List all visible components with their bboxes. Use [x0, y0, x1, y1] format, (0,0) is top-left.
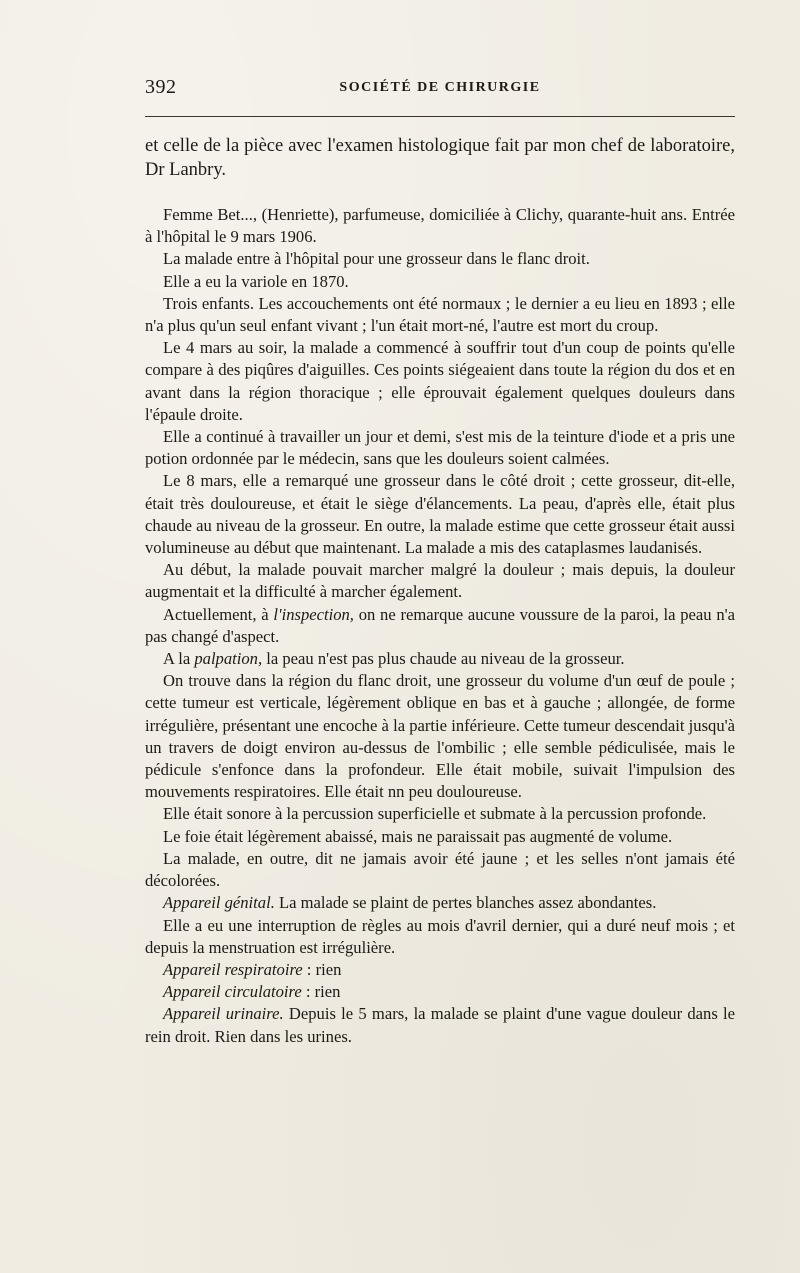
text-run: la peau n'est pas plus chaude au niveau de la grosseur. [262, 649, 625, 669]
page-number: 392 [145, 76, 177, 98]
italic-term: palpation, [194, 649, 263, 669]
paragraph: On trouve dans la région du flanc droit, une grosseur du volume d'un œuf de poule ; cette tumeur est verticale, légèrement oblique en bas et à gauche ; allongée, de forme irrégulière, présentant une encoche à la partie inférieure. Cette tumeur descendait jusqu'à un travers de doigt environ au-dessus de l'ombilic ; elle semble pédiculisée, mais le pédicule s'enfonce dans la profondeur. Elle était mobile, suivait l'impulsion des mouvements respiratoires. Elle était nn peu douloureuse. [145, 671, 735, 802]
text-run: La malade se plaint de pertes blanches assez abondantes. [274, 893, 657, 913]
text-run: Actuellement, à [163, 604, 274, 624]
text-run: : rien [302, 959, 342, 979]
running-title: SOCIÉTÉ DE CHIRURGIE [339, 80, 541, 95]
paragraph: Elle a eu la variole en 1870. [163, 271, 349, 291]
italic-term: Appareil circulatoire [163, 982, 302, 1002]
text-run: : rien [301, 982, 341, 1002]
paragraph: Le 4 mars au soir, la malade a commencé à souffrir tout d'un coup de points qu'elle compare à des piqûres d'aiguilles. Ces points siégeaient dans toute la région du dos et en avant dans la région thoracique ; elle éprouvait également quelques douleurs dans l'épaule droite. [145, 338, 735, 424]
paragraph-respiratory [145, 959, 735, 981]
header-rule [145, 116, 735, 117]
text-run: Depuis le 5 mars, la malade se plaint d'une vague douleur dans le rein droit. Rien dans les urines. [145, 1004, 736, 1046]
paragraph: Elle a continué à travailler un jour et demi, s'est mis de la teinture d'iode et a pris une potion ordonnée par le médecin, sans que les douleurs soient calmées. [145, 427, 735, 469]
paragraph-continuation: et celle de la pièce avec l'examen histologique fait par mon chef de laboratoire, Dr Lanbry. [145, 136, 735, 180]
paragraph: Au début, la malade pouvait marcher malgré la douleur ; mais depuis, la douleur augmentait et la difficulté à marcher également. [145, 560, 735, 602]
paragraph: La malade, en outre, dit ne jamais avoir été jaune ; et les selles n'ont jamais été décolorées. [145, 848, 735, 891]
paragraph: Le foie était légèrement abaissé, mais ne paraissait pas augmenté de volume. [163, 826, 673, 846]
paragraph: Trois enfants. Les accouchements ont été normaux ; le dernier a eu lieu en 1893 ; elle n'a plus qu'un seul enfant vivant ; l'un était mort-né, l'autre est mort du croup. [145, 293, 735, 336]
paragraph-inspection [145, 604, 735, 648]
italic-term: Appareil urinaire. [163, 1004, 284, 1024]
paragraph: Elle était sonore à la percussion superficielle et submate à la percussion profonde. [163, 804, 707, 824]
paragraph: Le 8 mars, elle a remarqué une grosseur dans le côté droit ; cette grosseur, dit-elle, était très douloureuse, et était le siège d'élancements. La peau, d'après elle, était plus chaude au niveau de la grosseur. En outre, la malade estime que cette grosseur était aussi volumineuse au début que maintenant. La malade a mis des cataplasmes laudanisés. [145, 471, 735, 558]
page-header [145, 76, 735, 102]
italic-term: Appareil respiratoire [163, 959, 303, 979]
paragraph: Elle a eu une interruption de règles au mois d'avril dernier, qui a duré neuf mois ; et depuis la menstruation est irrégulière. [145, 915, 735, 957]
paragraph-patient-intro: Femme Bet..., (Henriette), parfumeuse, domiciliée à Clichy, quarante-huit ans. Entrée à l'hôpital le 9 mars 1906. [145, 205, 735, 247]
text-run: A la [163, 649, 195, 669]
text-run: on ne remarque aucune voussure de la paroi, la peau n'a pas changé d'aspect. [145, 604, 735, 646]
paragraph-circulatory [145, 981, 735, 1003]
paragraph: La malade entre à l'hôpital pour une grosseur dans le flanc droit. [163, 249, 590, 269]
body-text [145, 134, 735, 1048]
italic-term: l'inspection, [273, 604, 354, 624]
italic-term: Appareil génital. [163, 893, 275, 913]
paragraph-urinary [145, 1003, 735, 1047]
paragraph-genital [145, 892, 735, 914]
paragraph-palpation [145, 648, 735, 670]
